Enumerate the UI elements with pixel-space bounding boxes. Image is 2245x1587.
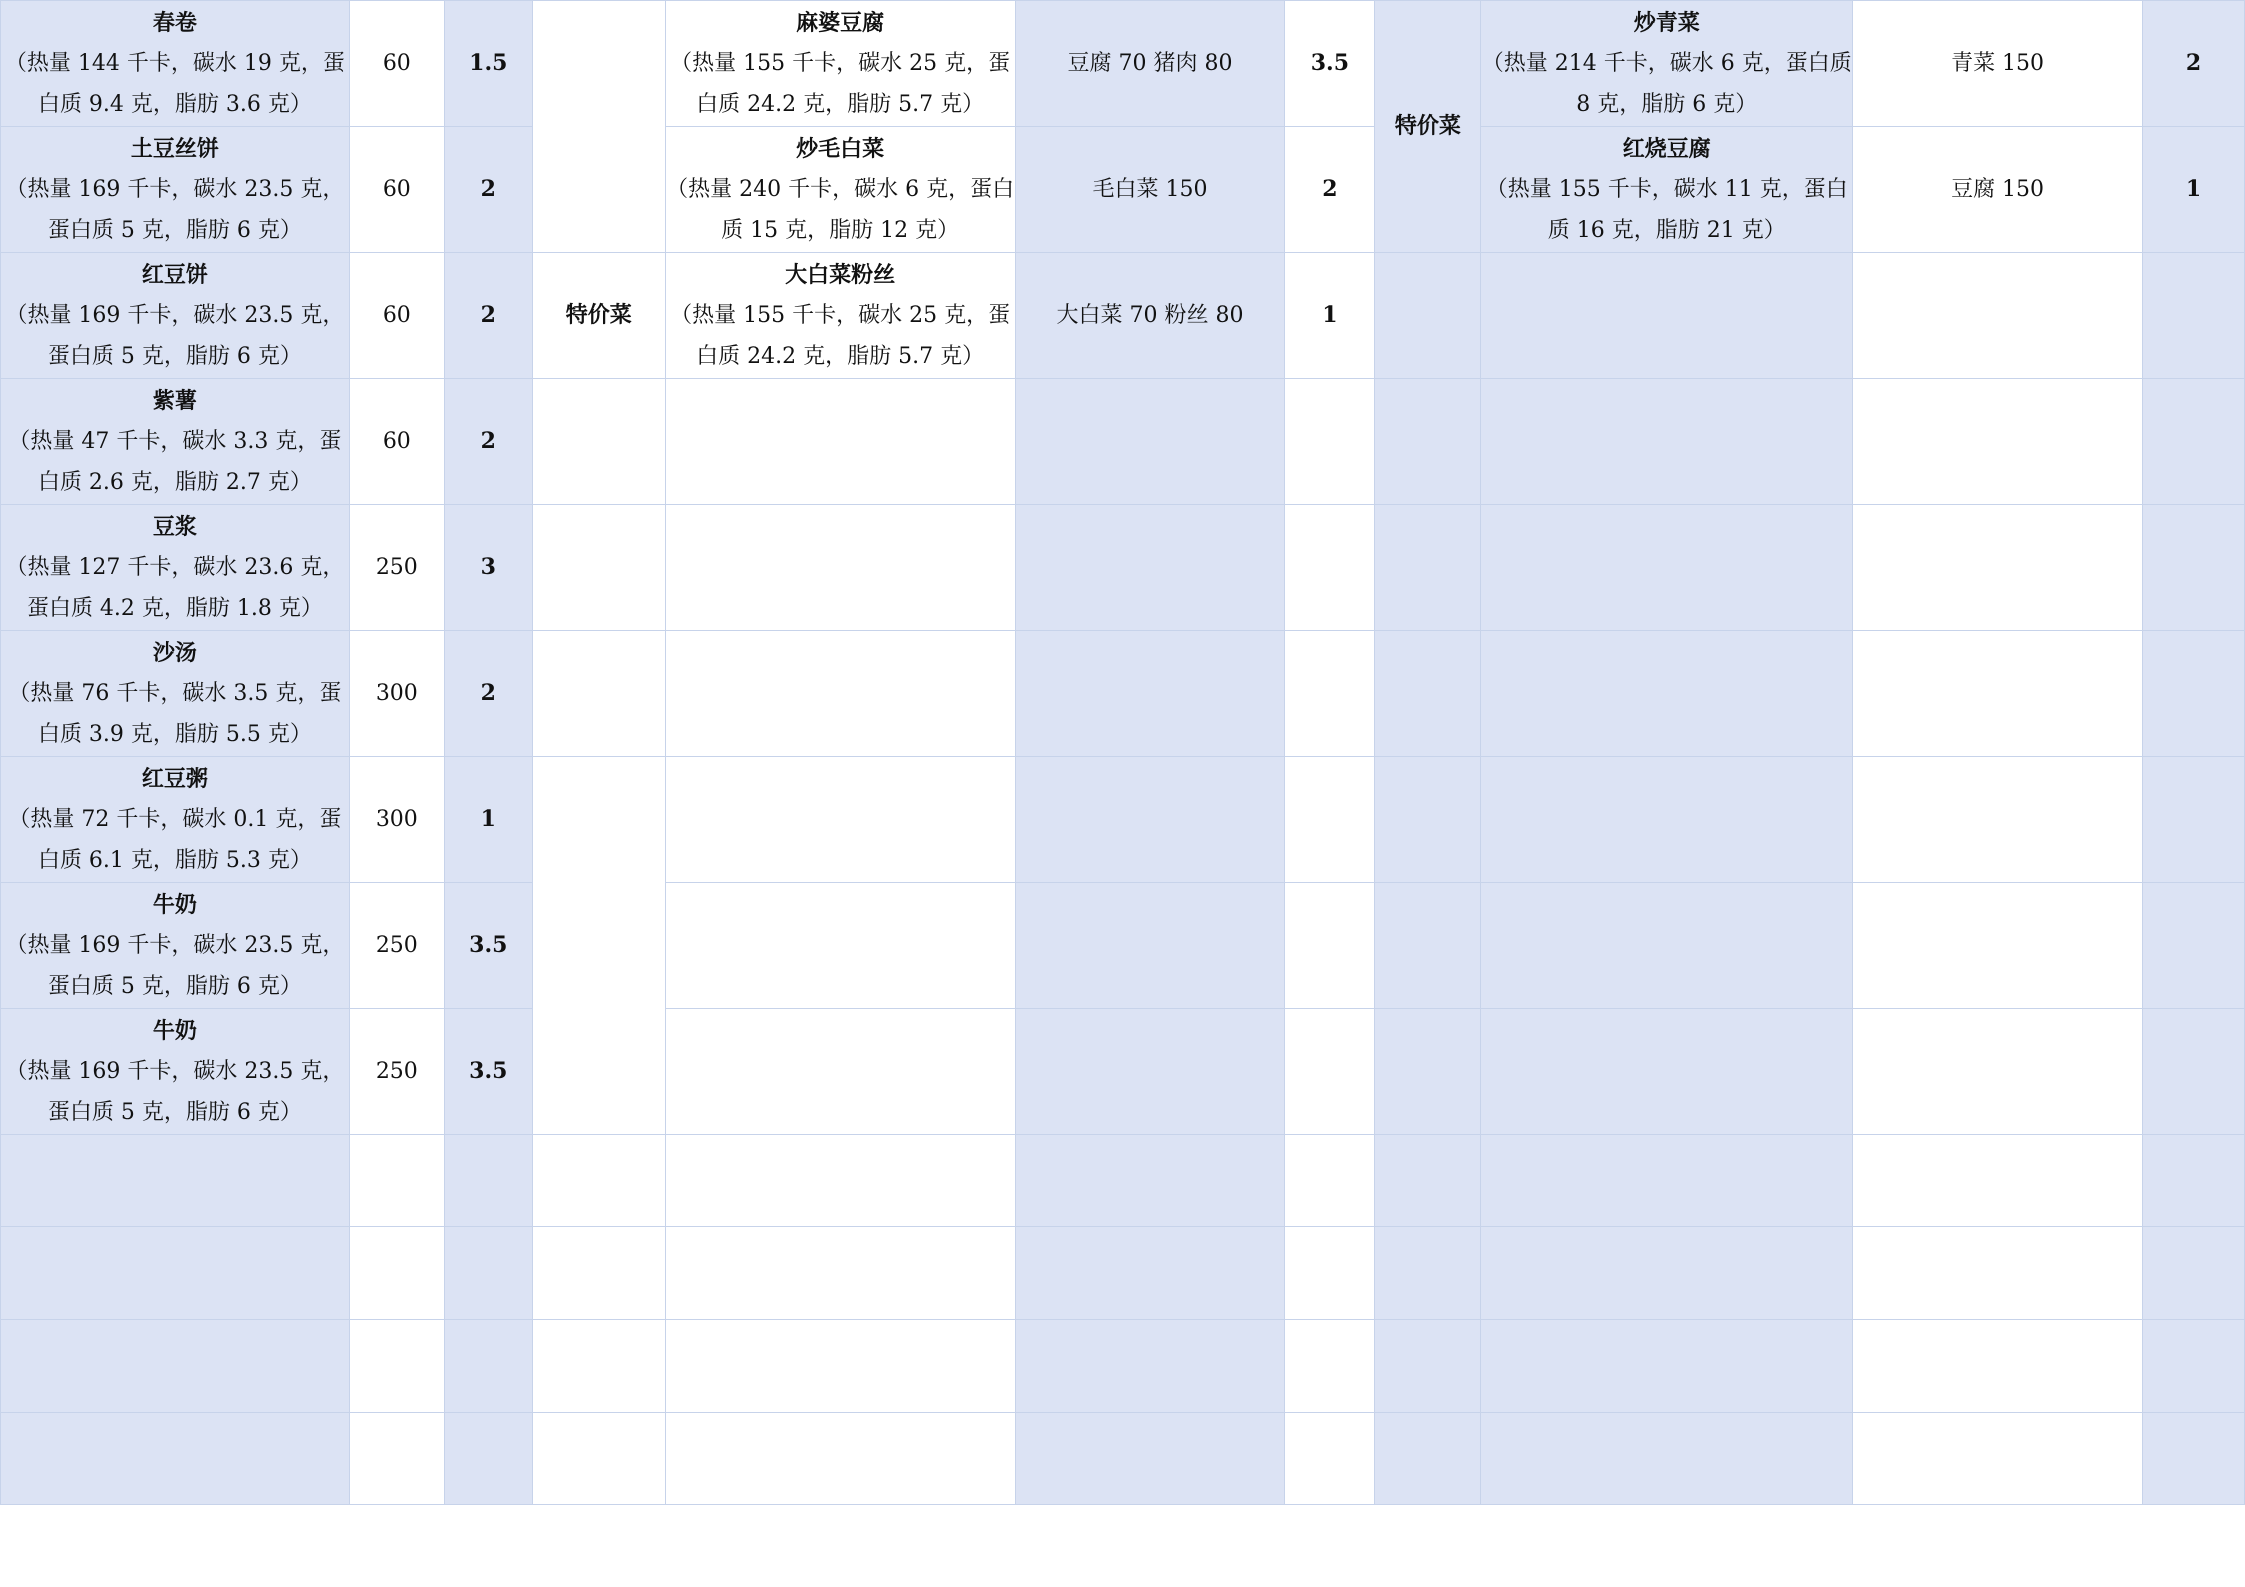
- dish-name: 红豆粥: [141, 765, 208, 792]
- empty-cell[interactable]: [665, 505, 1015, 631]
- dish-nutrition: （热量 155 千卡，碳水 25 克，蛋白质 24.2 克，脂肪 5.7 克）: [670, 50, 1011, 117]
- quantity-cell[interactable]: 300: [349, 757, 444, 883]
- ingredients-cell[interactable]: 毛白菜 150: [1015, 127, 1285, 253]
- empty-cell[interactable]: [665, 1320, 1015, 1413]
- empty-cell[interactable]: [1853, 631, 2143, 757]
- empty-cell[interactable]: [532, 1227, 665, 1320]
- price-cell[interactable]: 1: [2143, 127, 2245, 253]
- empty-cell[interactable]: [2143, 1135, 2245, 1227]
- empty-cell[interactable]: [1481, 883, 1853, 1009]
- empty-cell[interactable]: [1853, 1227, 2143, 1320]
- empty-cell[interactable]: [1853, 1009, 2143, 1135]
- dish-nutrition: （热量 169 千卡，碳水 23.5 克，蛋白质 5 克，脂肪 6 克）: [5, 932, 345, 999]
- breakfast-dish-cell[interactable]: [1, 379, 350, 505]
- table-row: [1, 1227, 2245, 1320]
- empty-cell[interactable]: [1285, 631, 1375, 757]
- quantity-cell[interactable]: 250: [349, 505, 444, 631]
- empty-cell[interactable]: [1, 1320, 350, 1413]
- empty-cell[interactable]: [1285, 1320, 1375, 1413]
- empty-cell[interactable]: [1375, 631, 1481, 757]
- dinner-dish-cell[interactable]: [1481, 127, 1853, 253]
- empty-cell[interactable]: [1481, 1135, 1853, 1227]
- empty-cell[interactable]: [532, 757, 665, 1135]
- price-cell[interactable]: 2: [1285, 127, 1375, 253]
- dish-name: 炒青菜: [1633, 9, 1700, 36]
- breakfast-dish-cell[interactable]: [1, 253, 350, 379]
- dish-name: 红豆饼: [141, 261, 208, 288]
- empty-cell[interactable]: [1375, 505, 1481, 631]
- empty-cell[interactable]: [532, 631, 665, 757]
- lunch-dish-cell[interactable]: [665, 253, 1015, 379]
- dish-nutrition: （热量 76 千卡，碳水 3.5 克，蛋白质 3.9 克，脂肪 5.5 克）: [8, 680, 342, 747]
- table-row: [1, 1413, 2245, 1505]
- price-cell[interactable]: 2: [444, 379, 532, 505]
- lunch-category-cell[interactable]: 特价菜: [532, 253, 665, 379]
- lunch-category-blank[interactable]: [532, 1, 665, 253]
- price-cell[interactable]: 1: [1285, 253, 1375, 379]
- price-cell[interactable]: 1: [444, 757, 532, 883]
- empty-cell[interactable]: [1285, 1135, 1375, 1227]
- quantity-cell[interactable]: 300: [349, 631, 444, 757]
- empty-cell[interactable]: [665, 1009, 1015, 1135]
- empty-cell[interactable]: [1015, 505, 1285, 631]
- empty-cell[interactable]: [444, 1227, 532, 1320]
- empty-cell[interactable]: [349, 1320, 444, 1413]
- empty-cell[interactable]: [1375, 1227, 1481, 1320]
- dinner-dish-cell[interactable]: [1481, 1, 1853, 127]
- empty-cell[interactable]: [1481, 379, 1853, 505]
- empty-cell[interactable]: [1481, 1413, 1853, 1505]
- empty-cell[interactable]: [1853, 379, 2143, 505]
- table-row: [1, 1320, 2245, 1413]
- quantity-cell[interactable]: 250: [349, 1009, 444, 1135]
- empty-cell[interactable]: [1853, 253, 2143, 379]
- breakfast-dish-cell[interactable]: [1, 127, 350, 253]
- breakfast-dish-cell[interactable]: [1, 631, 350, 757]
- empty-cell[interactable]: [1015, 1135, 1285, 1227]
- empty-cell[interactable]: [349, 1227, 444, 1320]
- empty-cell[interactable]: [2143, 883, 2245, 1009]
- table-row: [1, 1, 2245, 127]
- table-row: [1, 505, 2245, 631]
- table-row: [1, 127, 2245, 253]
- ingredients-cell[interactable]: 青菜 150: [1853, 1, 2143, 127]
- table-row: [1, 631, 2245, 757]
- dish-name: 沙汤: [152, 639, 197, 666]
- empty-cell[interactable]: [1015, 1009, 1285, 1135]
- empty-cell[interactable]: [1, 1413, 350, 1505]
- empty-cell[interactable]: [1285, 379, 1375, 505]
- dish-name: 豆浆: [152, 513, 197, 540]
- empty-cell[interactable]: [1375, 1320, 1481, 1413]
- empty-cell[interactable]: [1, 1227, 350, 1320]
- empty-cell[interactable]: [2143, 1413, 2245, 1505]
- lunch-dish-cell[interactable]: [665, 1, 1015, 127]
- empty-cell[interactable]: [1285, 1413, 1375, 1505]
- dish-name: 紫薯: [152, 387, 197, 414]
- dish-name: 红烧豆腐: [1622, 135, 1711, 162]
- quantity-cell[interactable]: 60: [349, 1, 444, 127]
- empty-cell[interactable]: [1853, 757, 2143, 883]
- empty-cell[interactable]: [1375, 1009, 1481, 1135]
- empty-cell[interactable]: [665, 379, 1015, 505]
- empty-cell[interactable]: [349, 1413, 444, 1505]
- price-cell[interactable]: 3.5: [444, 1009, 532, 1135]
- empty-cell[interactable]: [444, 1320, 532, 1413]
- table-row: [1, 1009, 2245, 1135]
- empty-cell[interactable]: [1481, 1227, 1853, 1320]
- empty-cell[interactable]: [665, 883, 1015, 1009]
- empty-cell[interactable]: [1285, 757, 1375, 883]
- empty-cell[interactable]: [1481, 631, 1853, 757]
- empty-cell[interactable]: [1015, 757, 1285, 883]
- empty-cell[interactable]: [2143, 1320, 2245, 1413]
- dish-name: 牛奶: [152, 891, 197, 918]
- empty-cell[interactable]: [1, 1135, 350, 1227]
- price-cell[interactable]: 2: [444, 127, 532, 253]
- empty-cell[interactable]: [444, 1135, 532, 1227]
- table-row: [1, 253, 2245, 379]
- price-cell[interactable]: 2: [444, 631, 532, 757]
- empty-cell[interactable]: [2143, 631, 2245, 757]
- empty-cell[interactable]: [1481, 505, 1853, 631]
- empty-cell[interactable]: [1375, 1413, 1481, 1505]
- empty-cell[interactable]: [2143, 379, 2245, 505]
- empty-cell[interactable]: [1481, 253, 1853, 379]
- dish-nutrition: （热量 214 千卡，碳水 6 克，蛋白质 8 克，脂肪 6 克）: [1481, 50, 1852, 117]
- dinner-category-cell[interactable]: 特价菜: [1375, 1, 1481, 253]
- table-row: [1, 379, 2245, 505]
- price-cell[interactable]: 2: [444, 253, 532, 379]
- empty-cell[interactable]: [1853, 1413, 2143, 1505]
- dish-name: 春卷: [152, 9, 197, 36]
- empty-cell[interactable]: [444, 1413, 532, 1505]
- empty-cell[interactable]: [1853, 883, 2143, 1009]
- dish-name: 牛奶: [152, 1017, 197, 1044]
- empty-cell[interactable]: [532, 1320, 665, 1413]
- empty-cell[interactable]: [1015, 379, 1285, 505]
- empty-cell[interactable]: [1853, 1135, 2143, 1227]
- empty-cell[interactable]: [1015, 1227, 1285, 1320]
- breakfast-dish-cell[interactable]: [1, 505, 350, 631]
- dish-nutrition: （热量 127 千卡，碳水 23.6 克，蛋白质 4.2 克，脂肪 1.8 克）: [5, 554, 345, 621]
- price-cell[interactable]: 3.5: [1285, 1, 1375, 127]
- dish-nutrition: （热量 47 千卡，碳水 3.3 克，蛋白质 2.6 克，脂肪 2.7 克）: [8, 428, 342, 495]
- dish-nutrition: （热量 72 千卡，碳水 0.1 克，蛋白质 6.1 克，脂肪 5.3 克）: [8, 806, 342, 873]
- price-cell[interactable]: 2: [2143, 1, 2245, 127]
- empty-cell[interactable]: [1015, 1320, 1285, 1413]
- empty-cell[interactable]: [349, 1135, 444, 1227]
- empty-cell[interactable]: [1375, 253, 1481, 379]
- empty-cell[interactable]: [1285, 883, 1375, 1009]
- empty-cell[interactable]: [1285, 1009, 1375, 1135]
- empty-cell[interactable]: [665, 1413, 1015, 1505]
- breakfast-dish-cell[interactable]: [1, 757, 350, 883]
- empty-cell[interactable]: [665, 1135, 1015, 1227]
- empty-cell[interactable]: [1375, 883, 1481, 1009]
- empty-cell[interactable]: [665, 631, 1015, 757]
- ingredients-cell[interactable]: 豆腐 150: [1853, 127, 2143, 253]
- empty-cell[interactable]: [1285, 505, 1375, 631]
- empty-cell[interactable]: [2143, 1227, 2245, 1320]
- dish-name: 大白菜粉丝: [785, 261, 896, 288]
- empty-cell[interactable]: [1375, 757, 1481, 883]
- empty-cell[interactable]: [1481, 757, 1853, 883]
- empty-cell[interactable]: [532, 505, 665, 631]
- dish-nutrition: （热量 155 千卡，碳水 25 克，蛋白质 24.2 克，脂肪 5.7 克）: [670, 302, 1011, 369]
- ingredients-cell[interactable]: 大白菜 70 粉丝 80: [1015, 253, 1285, 379]
- empty-cell[interactable]: [1285, 1227, 1375, 1320]
- table-row: [1, 757, 2245, 883]
- empty-cell[interactable]: [665, 1227, 1015, 1320]
- empty-cell[interactable]: [532, 1135, 665, 1227]
- price-cell[interactable]: 1.5: [444, 1, 532, 127]
- empty-cell[interactable]: [1853, 1320, 2143, 1413]
- dish-nutrition: （热量 169 千卡，碳水 23.5 克，蛋白质 5 克，脂肪 6 克）: [5, 176, 345, 243]
- dish-name: 麻婆豆腐: [796, 9, 885, 36]
- ingredients-cell[interactable]: 豆腐 70 猪肉 80: [1015, 1, 1285, 127]
- price-cell[interactable]: 3.5: [444, 883, 532, 1009]
- empty-cell[interactable]: [1481, 1320, 1853, 1413]
- empty-cell[interactable]: [2143, 757, 2245, 883]
- empty-cell[interactable]: [1375, 379, 1481, 505]
- dish-nutrition: （热量 240 千卡，碳水 6 克，蛋白质 15 克，脂肪 12 克）: [666, 176, 1015, 243]
- empty-cell[interactable]: [1481, 1009, 1853, 1135]
- empty-cell[interactable]: [665, 757, 1015, 883]
- dish-nutrition: （热量 144 千卡，碳水 19 克，蛋白质 9.4 克，脂肪 3.6 克）: [4, 50, 345, 117]
- breakfast-dish-cell[interactable]: [1, 883, 350, 1009]
- dish-nutrition: （热量 155 千卡，碳水 11 克，蛋白质 16 克，脂肪 21 克）: [1485, 176, 1848, 243]
- dish-nutrition: （热量 169 千卡，碳水 23.5 克，蛋白质 5 克，脂肪 6 克）: [5, 302, 345, 369]
- empty-cell[interactable]: [2143, 1009, 2245, 1135]
- lunch-dish-cell[interactable]: [665, 127, 1015, 253]
- empty-cell[interactable]: [1015, 631, 1285, 757]
- quantity-cell[interactable]: 60: [349, 379, 444, 505]
- empty-cell[interactable]: [1375, 1135, 1481, 1227]
- quantity-cell[interactable]: 250: [349, 883, 444, 1009]
- breakfast-dish-cell[interactable]: [1, 1009, 350, 1135]
- empty-cell[interactable]: [532, 379, 665, 505]
- empty-cell[interactable]: [1015, 1413, 1285, 1505]
- empty-cell[interactable]: [1015, 883, 1285, 1009]
- empty-cell[interactable]: [1853, 505, 2143, 631]
- quantity-cell[interactable]: 60: [349, 127, 444, 253]
- price-cell[interactable]: 3: [444, 505, 532, 631]
- empty-cell[interactable]: [2143, 505, 2245, 631]
- quantity-cell[interactable]: 60: [349, 253, 444, 379]
- dish-name: 土豆丝饼: [130, 135, 219, 162]
- table-row: [1, 1135, 2245, 1227]
- empty-cell[interactable]: [532, 1413, 665, 1505]
- dish-nutrition: （热量 169 千卡，碳水 23.5 克，蛋白质 5 克，脂肪 6 克）: [5, 1058, 345, 1125]
- empty-cell[interactable]: [2143, 253, 2245, 379]
- table-row: [1, 883, 2245, 1009]
- breakfast-dish-cell[interactable]: [1, 1, 350, 127]
- dish-name: 炒毛白菜: [796, 135, 885, 162]
